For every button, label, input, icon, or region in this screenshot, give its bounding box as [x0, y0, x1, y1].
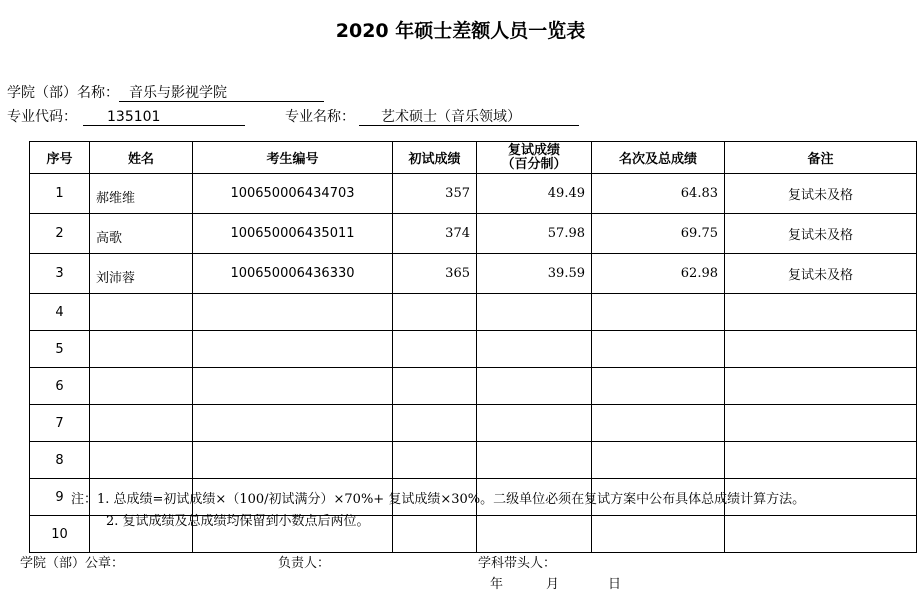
table-header-row — [30, 142, 917, 174]
responsible-label: 负责人： — [278, 556, 331, 571]
dept-value: 音乐与影视学院 — [119, 85, 324, 102]
cell-retest: 49.49 — [477, 174, 592, 214]
seal-label: 学院（部）公章： — [20, 556, 125, 571]
cell-note — [725, 442, 917, 479]
cell-initial: 365 — [393, 254, 477, 294]
table-row — [30, 214, 917, 254]
cell-retest — [477, 516, 592, 553]
cell-total — [592, 331, 725, 368]
header-retest-line1: 复试成绩 — [507, 142, 560, 158]
cell-initial — [393, 442, 477, 479]
cell-seq: 8 — [30, 442, 90, 479]
cell-name — [90, 405, 193, 442]
cell-note: 复试未及格 — [725, 254, 917, 294]
discipline-leader-label: 学科带头人： — [478, 556, 557, 571]
cell-initial — [393, 294, 477, 331]
major-code-label: 专业代码： — [7, 109, 77, 125]
cell-initial: 374 — [393, 214, 477, 254]
cell-name — [90, 368, 193, 405]
cell-name: 刘沛蓉 — [90, 254, 193, 294]
cell-seq: 3 — [30, 254, 90, 294]
cell-note — [725, 405, 917, 442]
cell-exam-no: 100650006435011 — [193, 214, 393, 254]
cell-note: 复试未及格 — [725, 174, 917, 214]
cell-note — [725, 331, 917, 368]
cell-name: 高歌 — [90, 214, 193, 254]
table-row — [30, 331, 917, 368]
cell-exam-no — [193, 405, 393, 442]
header-name: 姓名 — [90, 142, 193, 174]
cell-retest — [477, 405, 592, 442]
major-code-value: 135101 — [83, 109, 245, 126]
cell-initial — [393, 368, 477, 405]
cell-total: 69.75 — [592, 214, 725, 254]
header-exam-no: 考生编号 — [193, 142, 393, 174]
cell-seq: 7 — [30, 405, 90, 442]
cell-total — [592, 405, 725, 442]
header-rank: 名次及总成绩 — [592, 142, 725, 174]
cell-retest — [477, 368, 592, 405]
cell-exam-no — [193, 331, 393, 368]
header-initial: 初试成绩 — [393, 142, 477, 174]
cell-note: 复试未及格 — [725, 214, 917, 254]
cell-note — [725, 294, 917, 331]
cell-total: 64.83 — [592, 174, 725, 214]
cell-exam-no — [193, 368, 393, 405]
dept-line — [7, 82, 324, 102]
cell-total — [592, 516, 725, 553]
table-row — [30, 294, 917, 331]
header-note: 备注 — [725, 142, 917, 174]
major-code-line — [7, 106, 245, 126]
header-retest — [477, 142, 592, 174]
major-name-label: 专业名称： — [285, 109, 355, 125]
cell-seq: 2 — [30, 214, 90, 254]
cell-seq: 10 — [30, 516, 90, 553]
date-day: 日 — [608, 577, 622, 592]
cell-total — [592, 294, 725, 331]
cell-retest: 39.59 — [477, 254, 592, 294]
cell-seq: 4 — [30, 294, 90, 331]
cell-initial: 357 — [393, 174, 477, 214]
cell-seq: 1 — [30, 174, 90, 214]
table-row — [30, 368, 917, 405]
cell-initial — [393, 405, 477, 442]
cell-exam-no: 100650006434703 — [193, 174, 393, 214]
major-name-value: 艺术硕士（音乐领域） — [359, 109, 579, 126]
date-year: 年 — [490, 577, 504, 592]
page-title: 2020 年硕士差额人员一览表 — [335, 20, 586, 42]
cell-seq: 6 — [30, 368, 90, 405]
cell-seq: 5 — [30, 331, 90, 368]
cell-exam-no — [193, 294, 393, 331]
cell-retest — [477, 331, 592, 368]
table-row — [30, 442, 917, 479]
cell-retest: 57.98 — [477, 214, 592, 254]
table-row — [30, 174, 917, 214]
table-row — [30, 405, 917, 442]
cell-note — [725, 516, 917, 553]
header-seq: 序号 — [30, 142, 90, 174]
cell-seq: 9 — [30, 479, 90, 516]
cell-retest — [477, 294, 592, 331]
note-line-2: 2. 复试成绩及总成绩均保留到小数点后两位。 — [106, 514, 370, 529]
note-line-1: 注：1. 总成绩=初试成绩×（100/初试满分）×70%+ 复试成绩×30%。二级单位必须在复试方案中公布具体总成绩计算方法。 — [71, 492, 806, 507]
cell-initial — [393, 331, 477, 368]
header-retest-line2: （百分制） — [501, 156, 567, 172]
cell-exam-no — [193, 442, 393, 479]
cell-name — [90, 294, 193, 331]
cell-name — [90, 442, 193, 479]
date-month: 月 — [546, 577, 560, 592]
cell-exam-no: 100650006436330 — [193, 254, 393, 294]
cell-total — [592, 442, 725, 479]
cell-total — [592, 368, 725, 405]
cell-retest — [477, 442, 592, 479]
cell-initial — [393, 516, 477, 553]
cell-name: 郝维维 — [90, 174, 193, 214]
dept-label: 学院（部）名称： — [7, 85, 119, 101]
table-row — [30, 254, 917, 294]
cell-name — [90, 331, 193, 368]
cell-total: 62.98 — [592, 254, 725, 294]
major-name-line — [285, 106, 579, 126]
cell-note — [725, 368, 917, 405]
